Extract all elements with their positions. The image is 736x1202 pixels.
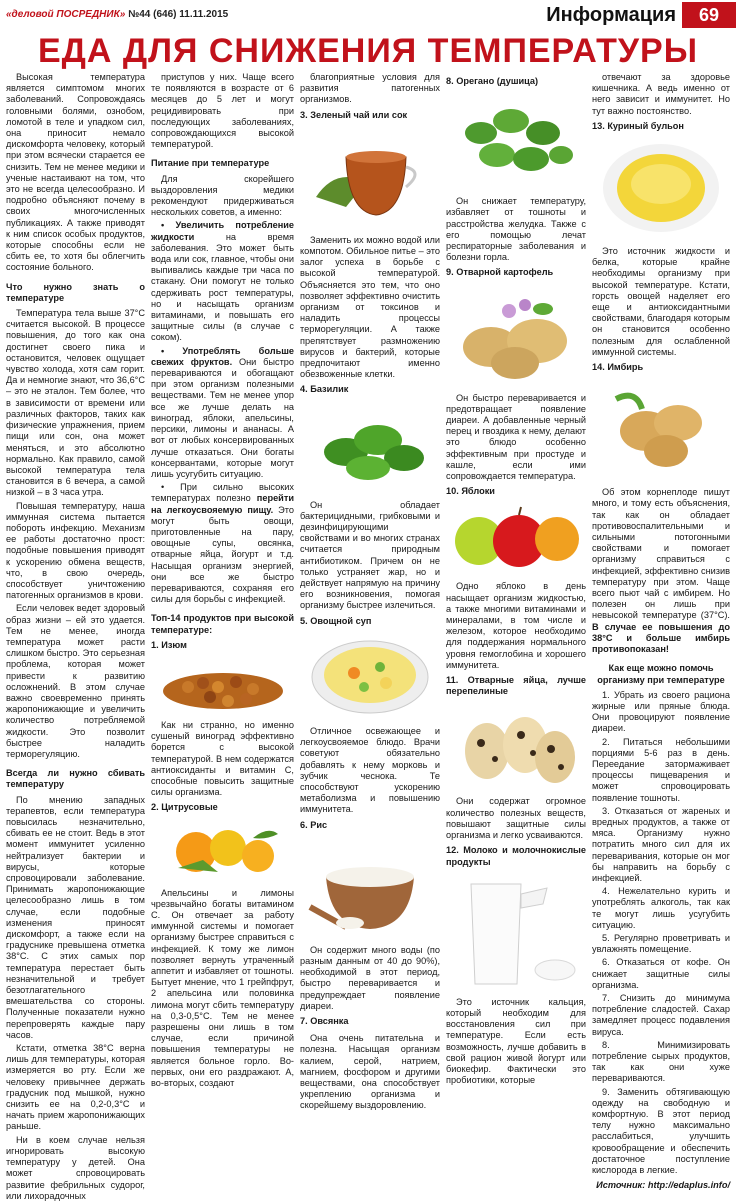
product-heading: 5. Овощной суп (300, 615, 372, 626)
column-5 (592, 72, 730, 1191)
paragraph: Для скорейшего выздоровления медики рекомендуют придерживаться нескольких советов, а именно: (151, 173, 294, 218)
tip-item: 7. Снизить до минимума потребление сладостей. Сахар замедляет процесс подавления вируса. (592, 992, 730, 1037)
page-number: 69 (682, 2, 736, 28)
page-header (0, 0, 736, 30)
subheading: Как еще можно помочь организму при температуре (597, 663, 725, 685)
column-1 (6, 72, 145, 1201)
paragraph: Она очень питательна и полезна. Насыщая организм калием, серой, натрием, магнием, фосфором и другими веществами, она способствует укреплению организма и скорейшему выздоровлению. (300, 1033, 440, 1111)
paragraph: Ни в коем случае нельзя игнорировать высокую температуру у детей. Она может спровоцировать развитие фебрильных судорог, или лихорадочных (6, 1134, 145, 1201)
paragraph: Это источник кальция, который необходим для восстановления сил при температуре. Если есть возможность, лучше добавить в свой рацион живой йогурт или биокефир. Фактически это пробиотики, которые (446, 996, 586, 1086)
paragraph: Как ни странно, но именно сушеный виноград эффективно борется с высокой температурой. В нем содержатся антиоксиданты и витамин С, способные повысить защитные силы организма. (151, 719, 294, 798)
ginger-image (596, 379, 726, 479)
product-heading: 1. Изюм (151, 639, 187, 650)
paragraph: Они содержат огромное количество полезных веществ, повышают защитные силы организма и легко усваиваются. (446, 796, 586, 841)
paragraph: Заменить их можно водой или компотом. Обильное питье – это залог успеха в борьбе с высокой температурой. Объясняется это тем, что оно позволяет эффективно очистить организм от токсинов и наладить процессы терморегуляции. А также препятствует размножению вирусов и бактерий, которые предпочитают именно обезвоженные клетки. (300, 234, 440, 380)
tip-item: 8. Минимизировать потребление сырых продуктов, так как они хуже перевариваются. (592, 1039, 730, 1084)
advice-heading: перейти на легкоусвояемую пищу. (151, 493, 294, 515)
subheading: Что нужно знать о температуре (6, 281, 145, 303)
tip-item: 2. Питаться небольшими порциями 5-6 раз в день. Переедание затормаживает процессы пищеварения и может спровоцировать появление тошноты. (592, 736, 730, 803)
paragraph: Он содержит много воды (по разным данным от 40 до 90%), необходимой в этот период, быстро переваривается и предупреждает появление диареи. (300, 944, 440, 1011)
paragraph: Повышая температуру, наша иммунная система пытается побороть инфекцию. Механизм ее работы достаточно прост: подобные повышения приводят к ускорению обмена веществ, что, в свою очередь, способствует уничтожению патогенных организмов в крови. (6, 500, 145, 601)
oregano-image (451, 93, 581, 188)
chicken-broth-image (596, 138, 726, 238)
rice-image (306, 837, 434, 937)
warning-text: В случае ее повышения до 38°С и больше имбирь противопоказан! (592, 621, 730, 655)
product-heading: 10. Яблоки (446, 486, 495, 497)
paragraph-text: Об этом корнеплоде пишут много, и тому есть объяснения, так как он обладает противовоспалительными и сильными потогонными свойствами и помогает организму справиться с инфекцией, эффективно снизив температуру при этом. Чаще всего пьют чай с имбирем. Но полезен он лишь при невысокой температуре (37°С). (592, 487, 730, 621)
paragraph: Температура тела выше 37°С считается высокой. В процессе повышения, до того как она достигнет своего пика и остановится, человек ощущает чувство холода, хотя сам горит. Да и немногие знают, что 36,6°С – это не эталон. Тем более, что в зависимости от времени или различных факторов, таких как физические упражнения, прием пищи или сон, она может меняться, и это абсолютно нормально. Как правило, самой высокой температура тела становится в 6 вечера, а самой низкой – в 3 часа утра. (6, 308, 145, 498)
product-heading: 8. Орегано (душица) (446, 76, 539, 86)
paragraph: Он обладает бактерицидными, грибковыми и дезинфицирующими свойствами и во многих странах считается природным антибиотиком. Причем он не только устраняет жар, но и действует напрямую на причину его возникновения, помогая организму быстрее излечиться. (300, 499, 440, 611)
advice-text: на время заболевания. Это может быть вода или сок, главное, чтобы они выпивались каждые три часа по стакану. Они помогут не только сдерживать рост температуры, но и насыщать организм витаминами, и повышать его защитные силы (в случае с соком). (151, 231, 294, 343)
tip-item: 3. Отказаться от жареных и вредных продуктов, а также от мяса. Организму нужно потратить много сил для их переваривания, которые он мог бы направить на борьбу с инфекцией. (592, 805, 730, 883)
product-heading: 12. Молоко и молочнокислые продукты (446, 845, 586, 867)
tip-item: 9. Заменить обтягивающую одежду на свободную и комфортную. В этот период телу нужно максимально расслабиться, улучшить кровообращение и обеспечить достаточное поступление кислорода в легкие. (592, 1086, 730, 1176)
raisins-image (158, 657, 288, 712)
paragraph: Апельсины и лимоны чрезвычайно богаты витамином С. Он отвечает за работу иммунной системы и помогает организму быстрее справиться с инфекцией. К тому же лимон позволяет вернуть утраченный аппетит и избавляет от тошноты. Бытует мнение, что 1 грейпфрут, 2 апельсина или половинка лимона могут сбить температуру на 0,3-0,5°С. Тем не менее разрешены они лишь в том случае, если причиной повышения температуры не является больное горло. Во-первых, они его раздражают. А, во-вторых, создают (151, 887, 294, 1089)
publication-name: «деловой ПОСРЕДНИК» (6, 9, 126, 20)
product-heading: 7. Овсянка (300, 1015, 349, 1026)
subheading: Питание при температуре (151, 158, 270, 169)
paragraph: Отличное освежающее и легкоусвояемое блюдо. Врачи советуют обязательно добавлять к нему морковь и зубчик чеснока. Те способствуют ускорению метаболизма и повышению иммунитета. (300, 725, 440, 815)
tea-image (306, 127, 434, 227)
article-title: ЕДА ДЛЯ СНИЖЕНИЯ ТЕМПЕРАТУРЫ (37, 32, 698, 70)
paragraph: благоприятные условия для развития патогенных организмов. (300, 72, 440, 105)
advice-heading: • Употреблять больше свежих фруктов. (151, 345, 294, 367)
column-4 (446, 72, 586, 1086)
product-heading: 14. Имбирь (592, 362, 644, 373)
paragraph: Одно яблоко в день насыщает организм жидкостью, а также многими витаминами и минералами, в том числе и железом, которое необходимо для поддержания нормального уровня гемоглобина и хорошего иммунитета. (446, 581, 586, 670)
issue-number: №44 (646) 11.11.2015 (128, 9, 229, 20)
product-heading: 13. Куриный бульон (592, 120, 684, 131)
product-heading: 9. Отварной картофель (446, 267, 554, 278)
quail-eggs-image (451, 703, 581, 788)
citrus-image (158, 820, 288, 880)
potato-image (451, 285, 581, 385)
paragraph: Высокая температура является симптомом многих заболеваний. Сопровождаясь головными болями, ознобом, ломотой в теле и упадком сил, она приносит немало дискомфорта человеку, который при этом всячески старается ее снизить. Тем не менее медики и ученые настаивают на том, что это не всегда целесообразно. И подробно объясняют почему в своих многочисленных публикациях. А также приводят к ним список особых продуктов, которые способны если не сбить ее, то хотя бы облегчить состояние больного. (6, 72, 145, 273)
paragraph (592, 487, 730, 655)
product-heading: 11. Отварные яйца, лучше перепелиные (446, 675, 586, 697)
source-link[interactable]: Источник: http://edaplus.info/ (596, 1180, 730, 1191)
column-3 (300, 72, 440, 1111)
advice-item (151, 346, 294, 480)
paragraph: Это источник жидкости и белка, которые крайне необходимы организму при высокой температуре. Кстати, горсть овощей наделяет его еще и антиоксидантными свойствами, благодаря которым он становится особенно полезным для ослабленной иммунной системы. (592, 246, 730, 357)
column-2 (151, 72, 294, 1089)
advice-item (151, 220, 294, 343)
paragraph: Если человек ведет здоровый образ жизни – ей это удается. Тем не менее, иногда температура может расти слишком быстро. Это серьезная проблема, которая может привести к развитию осложнений. В этом случае важно своевременно принять жаропонижающие и увеличить количество потребляемой жидкости. Это позволит быстрее наладить терморегуляцию. (6, 603, 145, 759)
tip-item: 1. Убрать из своего рациона жирные или пряные блюда. Они провоцируют появление диареи. (592, 689, 730, 734)
tip-item: 4. Нежелательно курить и употреблять алкоголь, так как те могут лишь усугубить ситуацию. (592, 886, 730, 930)
product-heading: 3. Зеленый чай или сок (300, 109, 408, 120)
tip-item: 6. Отказаться от кофе. Он снижает защитные силы организма. (592, 957, 730, 990)
paragraph: По мнению западных терапевтов, если температура повысилась незначительно, сбивать ее не стоит. Ведь в этот момент иммунитет усиленно нейтрализует бактерии и вирусы, которые спровоцировали заболевание. Принимать жаропонижающие целесообразно лишь в том случае, если подобные изменения приносят дискомфорт, а также если на градуснике превышена отметка 38°С. С этих самых пор температура перестает быть незначительной и требует безотлагательного вмешательства со стороны. Полученные показатели нужно перепроверять каждые пару часов. (6, 794, 145, 1040)
soup-image (306, 633, 434, 718)
subheading: Топ-14 продуктов при высокой температуре: (151, 613, 294, 635)
advice-text: • При сильно высоких температурах полезно (151, 482, 294, 504)
issue-line (6, 9, 228, 20)
product-heading: 6. Рис (300, 819, 328, 830)
apples-image (451, 503, 581, 573)
subheading: Всегда ли нужно сбивать температуру (6, 768, 145, 790)
paragraph: Он снижает температуру, избавляет от тошноты и расстройства желудка. Также с его помощью лечат респираторные заболевания и болезни горла. (446, 196, 586, 263)
section-tab (546, 2, 736, 28)
product-heading: 2. Цитрусовые (151, 802, 218, 813)
section-name: Информация (546, 3, 676, 26)
paragraph: Кстати, отметка 38°С верна лишь для температуры, которая измеряется во рту. Если же человеку привычнее держать градусник под мышкой, нужно снизить ее на 0,2-0,3°С и начать прием жаропонижающих раньше. (6, 1043, 145, 1132)
paragraph: отвечают за здоровье кишечника. А ведь именно от него зависит и иммунитет. Но тут важно постоянство. (592, 72, 730, 116)
advice-text: Они быстро перевариваются и обогащают при этом организм полезными веществами. Тем не менее упор все же лучше делать на виноград, яблоки, апельсины, персики, лимоны и ананасы. А вот от любых консервированных лучше отказаться. Они богаты консервантами, которые могут лишь усугубить ситуацию. (151, 356, 294, 479)
paragraph: приступов у них. Чаще всего те появляются в возрасте от 6 месяцев до 5 лет и могут рецидивировать при последующих заболеваниях, сопровождающихся высокой температурой. (151, 72, 294, 150)
advice-heading: • Увеличить потребление жидкости (151, 220, 294, 242)
basil-image (306, 402, 434, 492)
advice-item (151, 482, 294, 605)
paragraph: Он быстро переваривается и предотвращает появление диареи. А добавленные черный перец и гвоздика к нему, делают это блюдо особенно эффективным при простуде и кашле, если ими сопровождается температура. (446, 392, 586, 482)
tip-item: 5. Регулярно проветривать и увлажнять помещение. (592, 932, 730, 955)
product-heading: 4. Базилик (300, 384, 349, 395)
milk-image (451, 874, 581, 989)
advice-text: Это могут быть овощи, приготовленные на пару, овощные супы, овсянка, отварные яйца, йогурт и т.д. Насыщая организм энергией, они все же быстро перевариваются, сохраняя его силы для борьбы с инфекцией. (151, 504, 294, 605)
